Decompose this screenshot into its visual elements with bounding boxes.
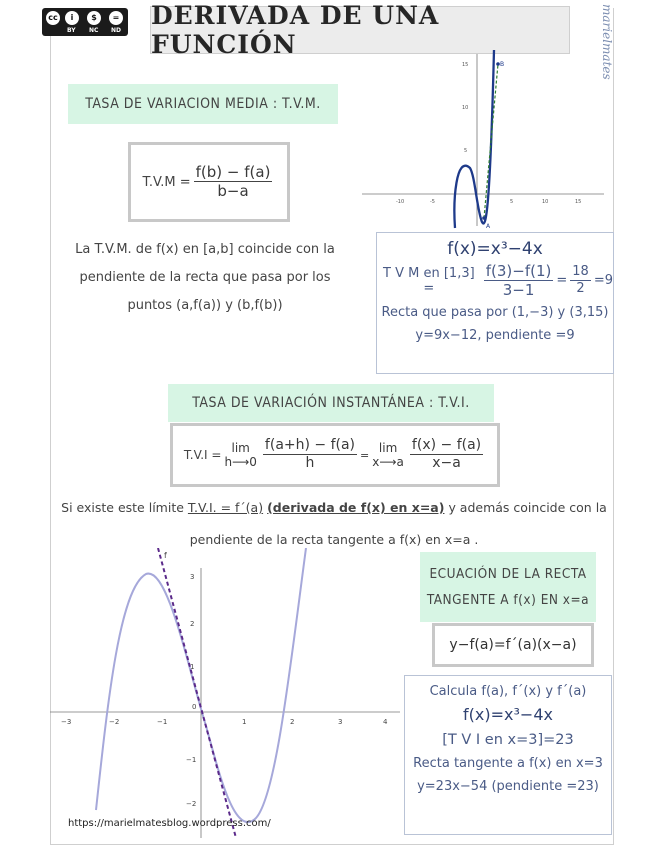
graph1-xtick: -5 bbox=[430, 199, 435, 205]
tvi-lim-sub-1: h⟶0 bbox=[224, 455, 257, 469]
graph1-label-a: A bbox=[486, 223, 491, 230]
graph2-ytick: −1 bbox=[186, 756, 197, 764]
graph2-xtick: −3 bbox=[61, 718, 72, 726]
tvi-num-2: f(x) − f(a) bbox=[411, 437, 482, 454]
tvm-fraction bbox=[194, 164, 273, 200]
tvi-text-a: Si existe este límite bbox=[61, 500, 184, 515]
tvi-limit-1 bbox=[224, 441, 256, 469]
example1-frac1-num: f(3)−f(1) bbox=[485, 262, 552, 280]
graph1-curve bbox=[454, 50, 494, 228]
tvi-text-b: T.V.I. = f´(a) bbox=[187, 500, 264, 515]
example1-frac1 bbox=[484, 263, 554, 299]
creative-commons-badge[interactable] bbox=[42, 8, 128, 36]
tvi-lim-word-2: lim bbox=[378, 441, 398, 455]
graph-tangent bbox=[50, 548, 406, 838]
example1-frac2-num: 18 bbox=[572, 264, 589, 280]
tvi-lhs: T.V.I = bbox=[183, 448, 222, 462]
graph2-xtick: 0 bbox=[192, 703, 197, 711]
tvi-limit-2 bbox=[372, 441, 404, 469]
tvm-desc-line-1: La T.V.M. de f(x) en [a,b] coincide con la bbox=[75, 242, 335, 257]
tangent-formula-box bbox=[432, 623, 594, 667]
example2-line-5: y=23x−54 (pendiente =23) bbox=[417, 779, 599, 794]
example1-frac2 bbox=[570, 265, 591, 296]
tvi-den-1: h bbox=[305, 454, 315, 471]
tvi-fraction-1 bbox=[263, 438, 357, 471]
graph2-xtick: −2 bbox=[109, 718, 120, 726]
tangent-heading bbox=[420, 552, 596, 622]
tvi-fraction-2 bbox=[410, 438, 483, 471]
page-title: DERIVADA DE UNA FUNCIÓN bbox=[150, 6, 570, 54]
license-nc: NC bbox=[89, 27, 99, 34]
tvm-formula-box bbox=[128, 142, 290, 222]
tvi-num-1: f(a+h) − f(a) bbox=[264, 437, 356, 454]
tvi-lim-word-1: lim bbox=[231, 441, 250, 455]
graph1-xtick: -10 bbox=[396, 199, 405, 205]
tvi-desc-line-1 bbox=[56, 492, 612, 524]
nd-icon: = bbox=[109, 11, 123, 25]
tangent-heading-line-1: ECUACIÓN DE LA RECTA bbox=[429, 566, 587, 582]
graph1-label-b: B bbox=[500, 61, 505, 68]
by-icon: i bbox=[65, 11, 79, 25]
graph1-ytick: 10 bbox=[462, 105, 469, 111]
graph2-xtick: 3 bbox=[338, 718, 343, 726]
example2-line-4: Recta tangente a f(x) en x=3 bbox=[413, 756, 603, 771]
tvm-denominator: b−a bbox=[217, 181, 249, 200]
tvi-text-d: y además coincide con la bbox=[448, 500, 607, 515]
example1-tvm bbox=[377, 263, 613, 299]
tvi-lim-sub-2: x⟶a bbox=[372, 455, 404, 469]
graph1-xtick: 15 bbox=[575, 199, 582, 205]
tvi-description bbox=[56, 492, 612, 556]
graph1-secant bbox=[484, 64, 498, 218]
tvm-desc-line-2: pendiente de la recta que pasa por los bbox=[79, 270, 331, 285]
graph2-xtick: −1 bbox=[157, 718, 168, 726]
tangent-heading-line-2: TANGENTE A f(x) EN x=a bbox=[426, 592, 590, 608]
example1-frac1-den: 3−1 bbox=[502, 280, 535, 299]
graph2-ytick: −2 bbox=[186, 800, 197, 808]
license-nd: ND bbox=[111, 27, 122, 34]
tvm-heading: TASA DE VARIACION MEDIA : T.V.M. bbox=[68, 84, 338, 124]
example1-box bbox=[376, 232, 614, 374]
tvi-formula-box bbox=[170, 423, 500, 487]
graph1-xtick: 5 bbox=[510, 199, 514, 205]
tvi-text-c: (derivada de f(x) en x=a) bbox=[267, 500, 445, 515]
example2-line-2: f(x)=x³−4x bbox=[463, 705, 553, 724]
tvi-eq: = bbox=[360, 448, 370, 462]
graph2-ytick: 3 bbox=[190, 573, 195, 581]
graph1-xtick: 10 bbox=[542, 199, 549, 205]
tvi-heading: TASA DE VARIACIÓN INSTANTÁNEA : T.V.I. bbox=[168, 384, 494, 422]
cc-icon: cc bbox=[46, 11, 60, 25]
graph2-ytick: 2 bbox=[190, 620, 195, 628]
example2-line-1: Calcula f(a), f´(x) y f´(a) bbox=[429, 684, 587, 699]
example2-box bbox=[404, 675, 612, 835]
tvm-lhs: T.V.M = bbox=[142, 174, 191, 190]
graph1-point-a bbox=[482, 216, 486, 220]
graph1-ytick: 15 bbox=[462, 62, 469, 68]
example1-result: =9 bbox=[593, 273, 613, 289]
example2-line-3: [T V I en x=3]=23 bbox=[442, 732, 574, 748]
example1-line-eq: y=9x−12, pendiente =9 bbox=[415, 327, 575, 343]
tvi-desc-line-2: pendiente de la recta tangente a f(x) en x=a . bbox=[189, 532, 479, 547]
graph2-tangent-line bbox=[158, 548, 236, 838]
tvm-desc-line-3: puntos (a,f(a)) y (b,f(b)) bbox=[127, 298, 283, 313]
graph2-xtick: 4 bbox=[383, 718, 388, 726]
nc-icon: $ bbox=[87, 11, 101, 25]
example1-eq: = bbox=[556, 273, 568, 289]
author-signature: marielmates bbox=[600, 4, 614, 80]
tvm-numerator: f(b) − f(a) bbox=[195, 163, 271, 182]
graph1-ytick: 5 bbox=[464, 148, 468, 154]
blog-url[interactable]: https://marielmatesblog.wordpress.com/ bbox=[68, 818, 271, 829]
example1-line-text: Recta que pasa por (1,−3) y (3,15) bbox=[381, 304, 609, 320]
graph-tvm bbox=[358, 50, 608, 230]
example1-frac2-den: 2 bbox=[576, 280, 585, 296]
tangent-formula: y−f(a)=f´(a)(x−a) bbox=[449, 637, 577, 653]
license-by: BY bbox=[67, 27, 76, 34]
graph2-curve-label: f bbox=[164, 551, 167, 560]
tvm-description bbox=[60, 236, 350, 320]
tvi-den-2: x−a bbox=[432, 454, 461, 471]
graph2-xtick: 2 bbox=[290, 718, 295, 726]
example1-tvm-prefix: T V M en [1,3] = bbox=[383, 265, 475, 296]
graph2-ytick: 1 bbox=[190, 663, 195, 671]
example1-function: f(x)=x³−4x bbox=[447, 239, 543, 259]
graph2-xtick: 1 bbox=[242, 718, 247, 726]
